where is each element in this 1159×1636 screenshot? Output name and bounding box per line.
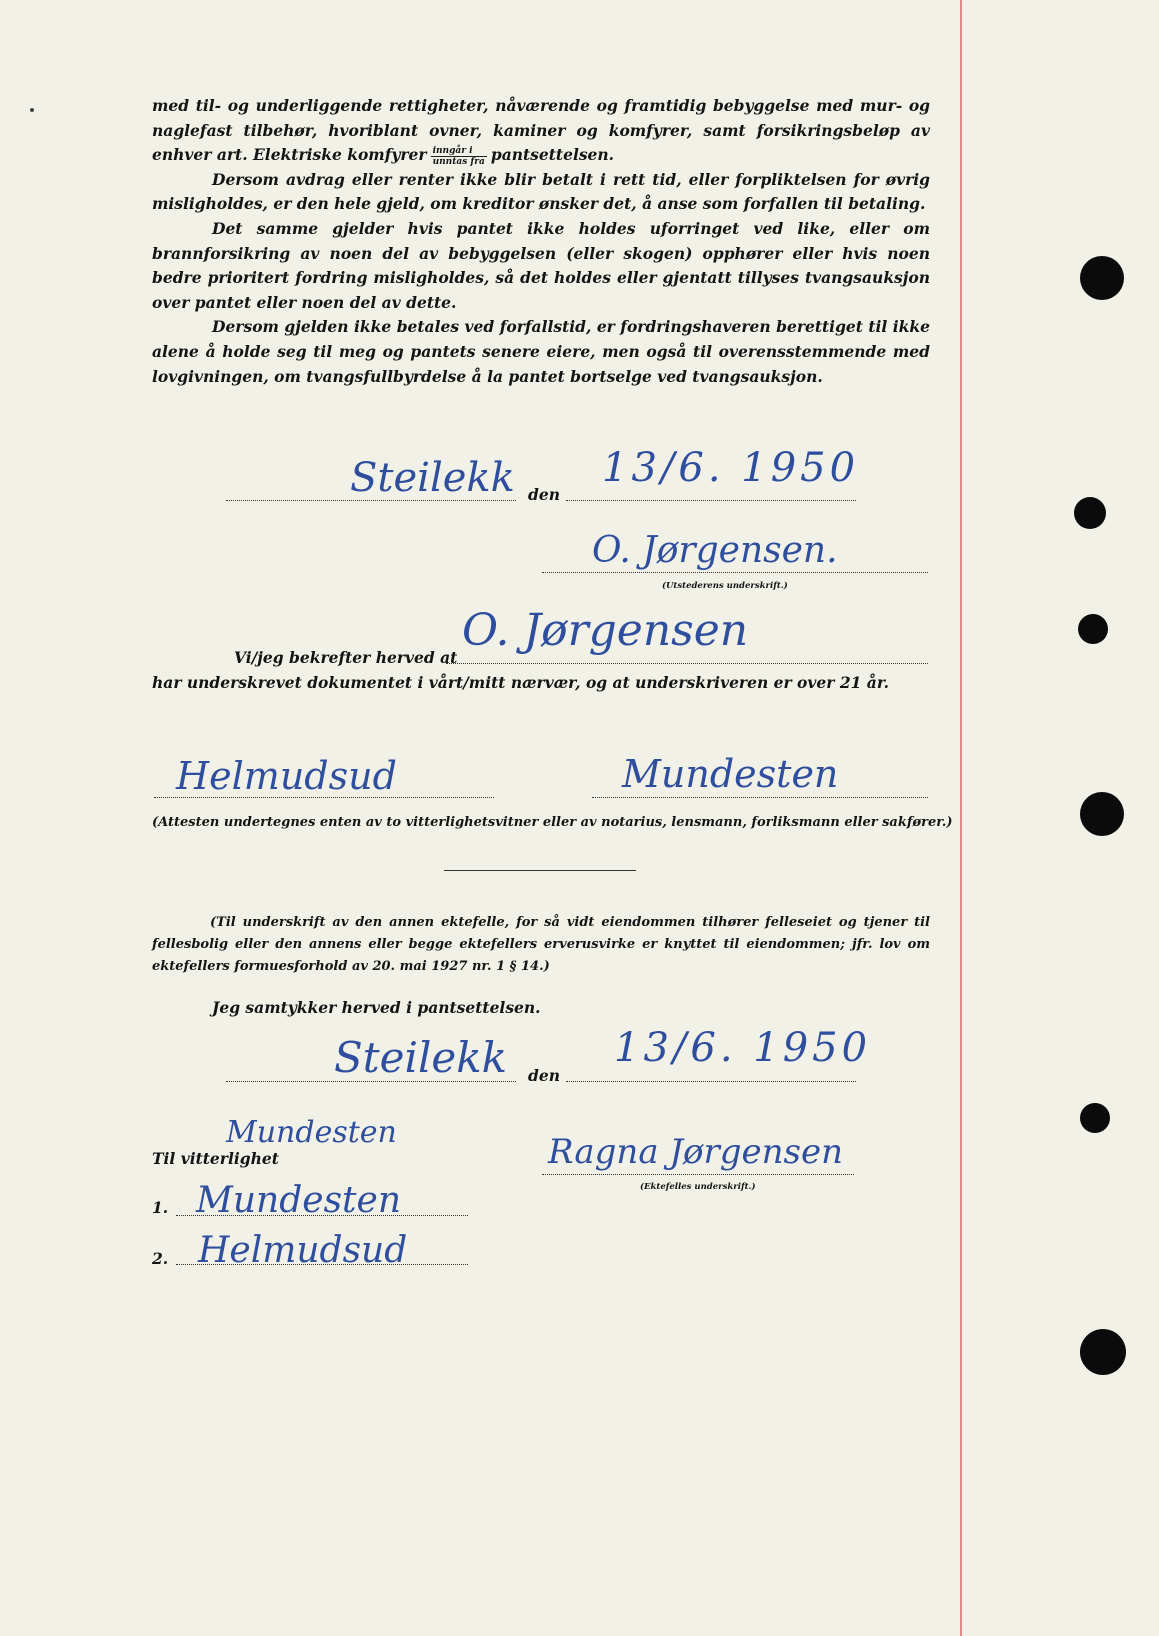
paragraph-3: Det samme gjelder hvis pantet ikke holdes uforringet ved like, eller om brannforsikring av noen del av bebyggelsen (eller skogen) opphører eller hvis noen bedre prioritert fordring misligholdes, så det holdes eller gjentatt tillyses tvangsauksjon over pantet eller noen del av dette. bbox=[152, 218, 930, 312]
issuer-signature: O. Jørgensen. bbox=[592, 530, 838, 571]
margin-dot bbox=[30, 108, 34, 112]
punch-hole bbox=[1080, 1329, 1126, 1375]
signer-line bbox=[446, 663, 928, 664]
witness-number-1: 1. bbox=[152, 1198, 169, 1217]
date-signature-1: 13/6. 1950 bbox=[602, 445, 860, 491]
issuer-caption: (Utstederens underskrift.) bbox=[662, 581, 788, 591]
consent-text: Jeg samtykker herved i pantsettelsen. bbox=[212, 998, 541, 1017]
red-margin-line bbox=[960, 0, 962, 1636]
body-text bbox=[152, 94, 930, 389]
witness-line-b bbox=[592, 797, 928, 798]
paragraph-4: Dersom gjelden ikke betales ved forfallstid, er fordringshaveren berettiget til ikke alene å holde seg til meg og pantets senere eiere, men også til overensstemmende med lovgivningen, om tvangsfullbyrdelse å la pantet bortselge ved tvangsauksjon. bbox=[152, 317, 930, 386]
separator-line bbox=[444, 870, 636, 871]
paragraph-2: Dersom avdrag eller renter ikke blir betalt i rett tid, eller forpliktelsen for øvrig misligholdes, er den hele gjeld, om kreditor ønsker det, å anse som forfallen til betaling. bbox=[152, 169, 930, 214]
witness-signature-bottom-1: Mundesten bbox=[196, 1180, 402, 1221]
punch-hole bbox=[1074, 497, 1106, 529]
spouse-line bbox=[542, 1174, 854, 1175]
date-signature-2: 13/6. 1950 bbox=[614, 1025, 872, 1071]
witness-line-a bbox=[154, 797, 494, 798]
place-signature-2: Steilekk bbox=[334, 1033, 508, 1082]
spouse-note: (Til underskrift av den annen ektefelle, for så vidt eiendommen tilhører felleseiet og tjener til fellesbolig eller den annens eller begge ektefellers erverusvirke er knyttet til eiendommen; jfr. lov om ektefellers formuesforhold av 20. mai 1927 nr. 1 § 14.) bbox=[152, 915, 930, 974]
date-line-2 bbox=[566, 1081, 856, 1082]
witness-line-1 bbox=[176, 1215, 468, 1216]
witness-signature-bottom-2: Helmudsud bbox=[198, 1230, 408, 1271]
witness-signature-2: Mundesten bbox=[622, 752, 839, 796]
attest-note: (Attesten undertegnes enten av to vitterlighetsvitner eller av notarius, lensmann, forliksmann eller sakfører.) bbox=[152, 815, 953, 830]
witness-signature-1: Helmudsud bbox=[176, 754, 397, 798]
punch-hole bbox=[1080, 1103, 1110, 1133]
den-label-1: den bbox=[528, 485, 560, 504]
punch-hole bbox=[1078, 614, 1108, 644]
fraction bbox=[431, 146, 487, 167]
witness-line-1: Vi/jeg bekrefter herved at bbox=[234, 648, 458, 667]
fraction-bottom: unntas fra bbox=[432, 156, 485, 167]
signer-signature: O. Jørgensen bbox=[462, 605, 749, 656]
punch-hole bbox=[1080, 792, 1124, 836]
paragraph-1-end: pantsettelsen. bbox=[490, 145, 615, 165]
spouse-caption: (Ektefelles underskrift.) bbox=[640, 1182, 756, 1192]
witness-line-2 bbox=[176, 1264, 468, 1265]
date-line-1 bbox=[566, 500, 856, 501]
den-label-2: den bbox=[528, 1066, 560, 1085]
witness-signature-top: Mundesten bbox=[226, 1115, 397, 1150]
place-signature-1: Steilekk bbox=[350, 455, 515, 501]
spouse-signature: Ragna Jørgensen bbox=[548, 1132, 843, 1172]
paragraph-1-text: med til- og underliggende rettigheter, nåværende og framtidig bebyggelse med mur- og naglefast tilbehør, hvoriblant ovner, kaminer og komfyrer, samt forsikringsbeløp av enhver art. Elektriske komfyrer bbox=[152, 96, 930, 165]
witness-line-2: har underskrevet dokumentet i vårt/mitt nærvær, og at underskriveren er over 21 år. bbox=[152, 673, 889, 692]
place-line-2 bbox=[226, 1081, 516, 1082]
fraction-top: inngår i bbox=[431, 146, 487, 157]
witness-number-2: 2. bbox=[152, 1249, 169, 1268]
issuer-line bbox=[542, 572, 928, 573]
punch-hole bbox=[1080, 256, 1124, 300]
til-vitterlighet-label: Til vitterlighet bbox=[152, 1149, 279, 1168]
paragraph-1 bbox=[152, 94, 930, 168]
